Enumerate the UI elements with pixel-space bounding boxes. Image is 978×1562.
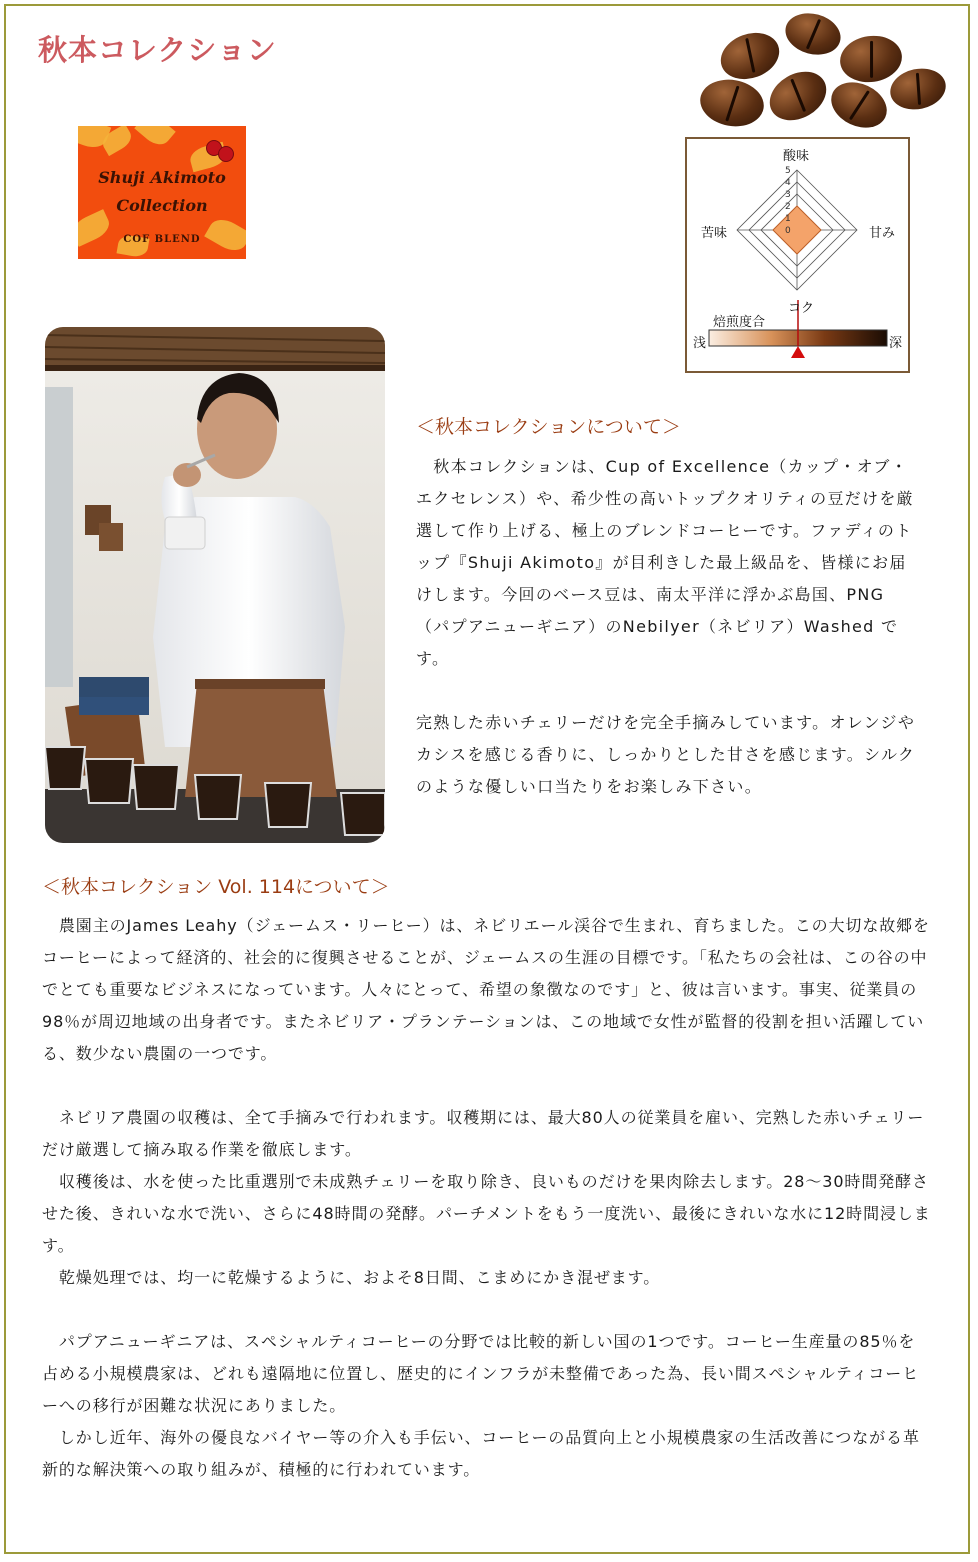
radar-tick-label: 0 (785, 226, 791, 236)
axis-label-bitterness: 苦味 (701, 226, 728, 241)
vol-paragraph-4: 乾燥処理では、均一に乾燥するように、およそ8日間、こまめにかき混ぜます。 (42, 1268, 661, 1287)
logo-line-1: Shuji Akimoto (98, 168, 226, 187)
vol-paragraph-5: パプアニューギニアは、スペシャルティコーヒーの分野では比較的新しい国の1つです。コーヒー生産量の85％を占める小規模農家は、どれも遠隔地に位置し、歴史的にインフラが未整備であった為、長い間スペシャルティコーヒーへの移行が困難な状況にありました。 (42, 1332, 920, 1415)
logo-line-3: COF BLEND (123, 234, 201, 245)
about-paragraph-2: 完熟した赤いチェリーだけを完全手摘みしています。オレンジやカシスを感じる香りに、しっかりとした甘さを感じます。シルクのような優しい口当たりをお楽しみ下さい。 (416, 713, 916, 796)
vol-paragraph-1: 農園主のJames Leahy（ジェームス・リーヒー）は、ネビリエール渓谷で生まれ、育ちました。この大切な故郷をコーヒーによって経済的、社会的に復興させることが、ジェームスの生涯の目標です。「私たちの会社は、この谷の中でとても重要なビジネスになっています。人々にとって、希望の象徴なのです」と、彼は言います。事実、従業員の98％が周辺地域の出身者です。またネビリア・プランテーションは、この地域で女性が監督的役割を担い活躍している、数少ない農園の一つです。 (42, 916, 930, 1063)
roast-light-label: 浅 (693, 336, 707, 351)
about-heading: ＜秋本コレクションについて＞ (416, 416, 681, 438)
roast-label: 焙煎度合 (713, 315, 766, 330)
radar-tick-label: 2 (785, 202, 791, 212)
vol-paragraph-2: ネビリア農園の収穫は、全て手摘みで行われます。収穫期には、最大80人の従業員を雇い、完熟した赤いチェリーだけ厳選して摘み取る作業を徹底します。 (42, 1108, 925, 1159)
coffee-beans-image (690, 14, 960, 144)
radar-tick-label: 4 (785, 178, 791, 188)
flavor-chart (685, 137, 910, 373)
roast-indicator-arrow (791, 346, 805, 358)
axis-label-acidity: 酸味 (783, 149, 810, 164)
flavor-radar-svg (687, 139, 908, 371)
page-title: 秋本コレクション (38, 33, 277, 67)
radar-tick-label: 1 (785, 214, 791, 224)
radar-tick-label: 3 (785, 190, 791, 200)
collection-logo (78, 126, 246, 259)
vol-paragraph-6: しかし近年、海外の優良なバイヤー等の介入も手伝い、コーヒーの品質向上と小規模農家の生活改善につながる革新的な解決策への取り組みが、積極的に行われています。 (42, 1428, 920, 1479)
vol-paragraph-3: 収穫後は、水を使った比重選別で未成熟チェリーを取り除き、良いものだけを果肉除去します。28～30時間発酵させた後、きれいな水で洗い、さらに48時間の発酵。パーチメントをもう一度洗い、最後にきれいな水に12時間浸します。 (42, 1172, 931, 1255)
about-paragraph-1: 秋本コレクションは、Cup of Excellence（カップ・オブ・エクセレンス）や、希少性の高いトップクオリティの豆だけを厳選して作り上げる、極上のブレンドコーヒーです。ファディのトップ『Shuji Akimoto』が目利きした最上級品を、皆様にお届けします。今回のベース豆は、南太平洋に浮かぶ島国、PNG（パプアニューギニア）のNebilyer（ネビリア）Washed です。 (416, 457, 914, 668)
cupping-photo (45, 327, 385, 843)
logo-line-2: Collection (116, 196, 208, 215)
axis-label-sweetness: 甘み (869, 226, 896, 241)
about-body (416, 451, 916, 803)
roast-dark-label: 深 (889, 336, 903, 351)
radar-value-area (773, 206, 821, 254)
vol-heading: ＜秋本コレクション Vol. 114について＞ (42, 876, 390, 898)
vol-body (42, 910, 932, 1486)
axis-label-body: コク (788, 301, 815, 316)
radar-tick-label: 5 (785, 166, 791, 176)
